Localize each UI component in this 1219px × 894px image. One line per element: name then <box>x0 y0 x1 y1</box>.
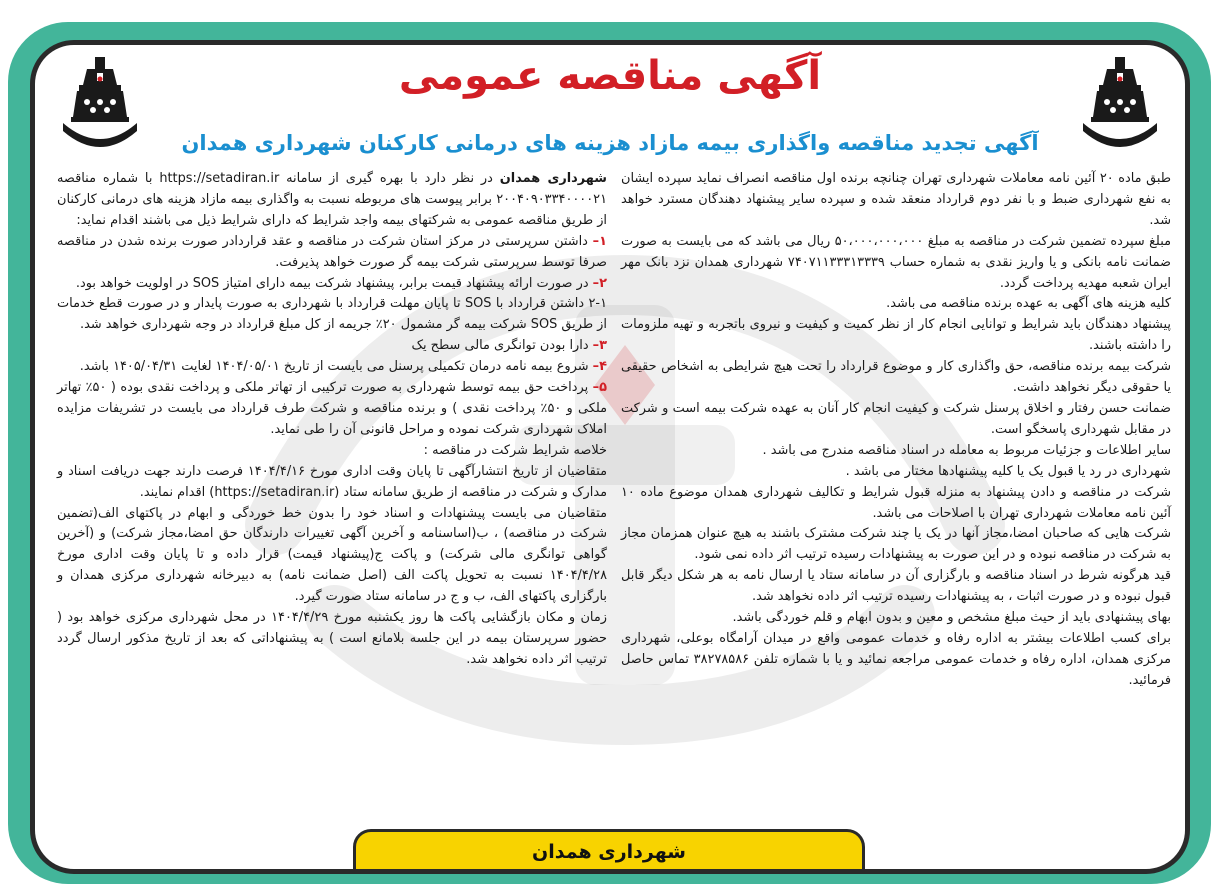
item-number: ۵– <box>592 380 607 396</box>
left-paragraph: بهای پیشنهادی باید از حیث مبلغ مشخص و معین و بدون ابهام و قلم خوردگی باشد. <box>732 610 1171 626</box>
left-paragraph: برای کسب اطلاعات بیشتر به اداره رفاه و خدمات عمومی واقع در میدان آرامگاه بوعلی، شهرداری مرکزی همدان، اداره رفاه و خدمات عمومی مراجعه نمائید و یا با شماره تلفن ۳۸۲۷۸۵۸۶ تماس حاصل فرمائید. <box>621 630 1171 688</box>
notice-body <box>57 169 1171 837</box>
intro-text: در نظر دارد با بهره گیری از سامانه https://setadiran.ir با شماره مناقصه ۲۰۰۴۰۹۰۳۳۴۰۰۰۰۲۱ برابر پیوست های مربوطه نسبت به واگذاری بیمه مازاد هزینه های درمانی کارکنان از طریق مناقصه عمومی به شرکتهای بیمه واجد شرایط که دارای شرایط ذیل می باشند اقدام نماید: <box>57 171 607 228</box>
left-paragraph: شرکت هایی که صاحبان امضا،مجاز آنها در یک یا چند شرکت مشترک باشند به هیچ عنوان همزمان مجاز به شرکت در مناقصه نبوده و در این صورت به پیشنهادات رسیده ترتیب اثر داده نمی شود. <box>621 526 1171 563</box>
item-number: ۱– <box>592 233 607 249</box>
condition-item-5 <box>57 378 607 441</box>
left-column <box>621 169 1171 837</box>
notice-title: آگهی مناقصه عمومی <box>398 53 822 99</box>
summary-heading: خلاصه شرایط شرکت در مناقصه : <box>423 442 607 458</box>
item-text: داشتن سرپرستی در مرکز استان شرکت در مناقصه و عقد قراردادر صورت برنده شدن در مناقصه صرفا توسط سرپرستی شرکت بیمه گر صورت خواهد پذیرفت. <box>57 233 607 270</box>
item-number: ۳– <box>592 338 607 354</box>
left-paragraph: سایر اطلاعات و جزئیات مربوط به معامله در اسناد مناقصه مندرج می باشد . <box>762 442 1171 458</box>
item-number: ۴– <box>592 359 607 375</box>
item-text: شروع بیمه نامه درمان تکمیلی پرسنل می بایست از تاریخ ۱۴۰۴/۰۵/۰۱ لغایت ۱۴۰۵/۰۴/۳۱ باشد. <box>79 359 593 375</box>
left-paragraph: شهرداری در رد یا قبول یک یا کلیه پیشنهادها مختار می باشد . <box>845 463 1171 479</box>
item-text: پرداخت حق بیمه توسط شهرداری به صورت ترکیبی از تهاتر ملکی و پرداخت نقدی بوده ( ۵۰٪ تهاتر ملکی و ۵۰٪ پرداخت نقدی ) و برنده مناقصه و شرکت طرف قرارداد می بایست در تشریفات مزایده املاک شهرداری شرکت نموده و مراحل قانونی آن را طی نماید. <box>57 380 607 437</box>
notice-frame <box>30 40 1190 874</box>
summary-paragraph: متقاضیان از تاریخ انتشارآگهی تا پایان وقت اداری مورخ ۱۴۰۴/۴/۱۶ فرصت دارند جهت دریافت اسناد و مدارک و شرکت در مناقصه از طریق سامانه ستاد (https://setadiran.ir) اقدام نمایند. <box>57 463 607 500</box>
right-column <box>57 169 607 837</box>
condition-item-1 <box>57 232 607 274</box>
summary-paragraph: متقاضیان می بایست پیشنهادات و اسناد خود را بدون خط خوردگی و ابهام در پاکتهای الف(تضمین شرکت در مناقصه) ، ب(اساسنامه و آخرین آگهی تغییرات دارندگان حق امضا،مجاز شرکت) و (آخرین گواهی توانگری مالی شرکت) و پاکت ج(پیشنهاد قیمت) قرار داده و تا پایان وقت اداری مورخ ۱۴۰۴/۴/۲۸ نسبت به تحویل پاکت الف (اصل ضمانت نامه) به دبیرخانه شهرداری مرکزی همدان و بارگزاری پاکتهای الف، ب و ج در سامانه ستاد صورت گیرد. <box>57 505 607 605</box>
left-paragraph: طبق ماده ۲۰ آئین نامه معاملات شهرداری تهران چنانچه برنده اول مناقصه انصراف نماید سپرده ایشان به نفع شهرداری ضبط و با نفر دوم قرارداد منعقد شده و سپرده سایر پیشنهاد دهندگان مسترد خواهد شد. <box>621 171 1171 228</box>
item-text: در صورت ارائه پیشنهاد قیمت برابر، پیشنهاد شرکت بیمه دارای امتیاز SOS در اولویت خواهد بود. <box>75 275 593 291</box>
left-paragraph: پیشنهاد دهندگان باید شرایط و توانایی انجام کار از نظر کمیت و کیفیت و نیروی باتجربه و تهیه ملزومات را داشته باشند. <box>621 317 1171 354</box>
intro-paragraph <box>57 169 607 232</box>
left-paragraph: شرکت در مناقصه و دادن پیشنهاد به منزله قبول شرایط و تکالیف شهرداری همدان موضوع ماده ۱۰ آئین نامه معاملات شهرداری تهران با اصلاحات می باشد. <box>621 484 1171 521</box>
left-paragraph: مبلغ سپرده تضمین شرکت در مناقصه به مبلغ ۵۰،۰۰۰،۰۰۰،۰۰۰ ریال می باشد که می بایست به صورت ضمانت نامه بانکی و یا واریز نقدی به شماره حساب ۷۴۰۷۱۱۳۳۳۱۳۳۳۹ شهرداری همدان نزد بانک مهر ایران شعبه مهدیه پرداخت گردد. <box>621 233 1171 291</box>
left-paragraph: ضمانت حسن رفتار و اخلاق پرسنل شرکت و کیفیت انجام کار آنان به عهده شرکت بیمه است و شرکت در مقابل شهرداری پاسخگو است. <box>621 400 1171 437</box>
left-paragraph: شرکت بیمه برنده مناقصه، حق واگذاری کار و موضوع قرارداد را تحت هیچ شرایطی به اشخاص حقیقی یا حقوقی دیگر نخواهد داشت. <box>621 359 1171 396</box>
intro-org: شهرداری همدان <box>499 171 607 186</box>
left-paragraph: قید هرگونه شرط در اسناد مناقصه و بارگزاری آن در سامانه ستاد یا ارسال نامه به هر شکل دیگر قابل قبول نبوده و در صورت اثبات ، به پیشنهادات رسیده ترتیب اثر داده نخواهد شد. <box>621 568 1171 605</box>
footer-signature: شهرداری همدان <box>353 829 865 874</box>
left-paragraph: کلیه هزینه های آگهی به عهده برنده مناقصه می باشد. <box>886 296 1171 312</box>
notice-subtitle: آگهی تجدید مناقصه واگذاری بیمه مازاد هزینه های درمانی کارکنان شهرداری همدان <box>181 131 1039 155</box>
item-text: دارا بودن توانگری مالی سطح یک <box>411 338 593 354</box>
condition-item-2 <box>57 274 607 295</box>
summary-paragraph: زمان و مکان بازگشایی پاکت ها روز یکشنبه مورخ ۱۴۰۴/۴/۲۹ در محل شهرداری مرکزی خواهد بود ( حضور سرپرستان بیمه در این جلسه بلامانع است ) به پیشنهاداتی که بعد از تاریخ مذکور ارسال گردد ترتیب اثر داده نخواهد شد. <box>57 610 607 667</box>
item-number: ۲– <box>592 275 607 291</box>
condition-item-3 <box>57 336 607 357</box>
condition-item-2-1: ۲-۱ داشتن قرارداد با SOS تا پایان مهلت قرارداد با شهرداری به صورت پایدار و در صورت قطع خدمات از طریق SOS شرکت بیمه گر مشمول ۲۰٪ جریمه از کل مبلغ قرارداد در وجه شهرداری خواهد شد. <box>57 296 607 333</box>
condition-item-4 <box>57 357 607 378</box>
